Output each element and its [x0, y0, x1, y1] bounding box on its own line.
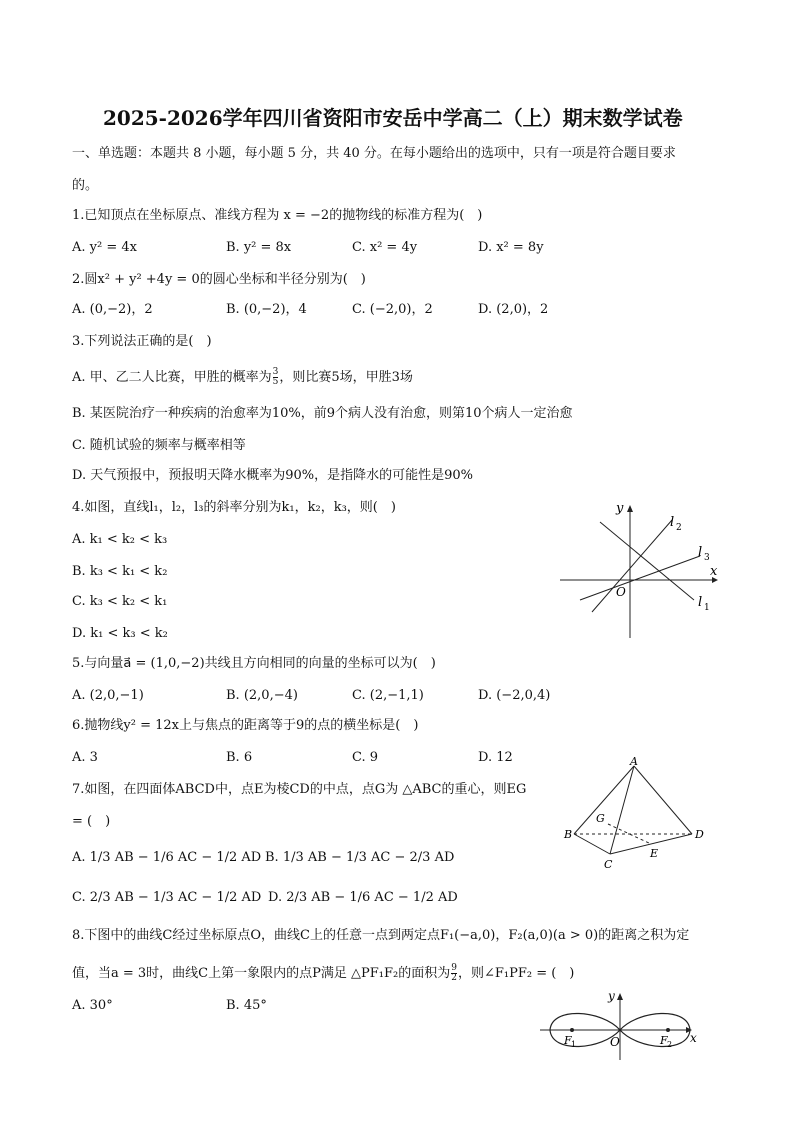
- q4-line-l3: [580, 556, 700, 600]
- q4-option-a: A. k₁ < k₂ < k₃: [72, 532, 168, 547]
- q8-focus-f2: [666, 1028, 670, 1032]
- q3-option-d: D. 天气预报中，预报明天降水概率为90%，是指降水的可能性是90%: [72, 468, 474, 483]
- q8-focus-f1: [570, 1028, 574, 1032]
- q7-label-a: A: [630, 756, 638, 768]
- q4-label-l2: l: [670, 515, 675, 530]
- q4-label-l3-sub: 3: [704, 553, 710, 563]
- q4-option-b: B. k₃ < k₁ < k₂: [72, 564, 168, 579]
- q7-label-e: E: [650, 847, 659, 860]
- q8-label-f2-sub: 2: [667, 1040, 673, 1049]
- q1-option-c: C. x² = 4y: [352, 240, 418, 255]
- q7-edge-ad: [634, 766, 692, 834]
- q5-stem: 5.与向量a⃗ = (1,0,−2)共线且方向相同的向量的坐标可以为( ): [72, 656, 436, 671]
- q5-option-d: D. (−2,0,4): [478, 688, 551, 703]
- q4-label-y: y: [616, 501, 624, 516]
- q6-option-b: B. 6: [226, 750, 253, 765]
- q8-stem-line2: [72, 964, 574, 983]
- q4-label-x: x: [710, 564, 718, 579]
- q3-option-a-tail: ，则比赛5场，甲胜3场: [279, 370, 413, 385]
- q8-label-f1-sub: 1: [571, 1040, 577, 1049]
- q4-label-l3: l: [698, 545, 703, 560]
- q4-option-d: D. k₁ < k₃ < k₂: [72, 626, 168, 641]
- q1-option-a: A. y² = 4x: [72, 240, 137, 255]
- q8-stem-line2-tail: ，则∠F₁PF₂ = ( ): [457, 966, 575, 981]
- q8-label-y: y: [608, 989, 615, 1003]
- q8-y-arrow: [617, 993, 623, 1000]
- q4-stem: 4.如图，直线l₁，l₂，l₃的斜率分别为k₁，k₂，k₃，则( ): [72, 500, 396, 515]
- q1-option-b: B. y² = 8x: [226, 240, 292, 255]
- q4-label-l1-sub: 1: [704, 603, 710, 613]
- q8-option-b: B. 45°: [226, 998, 267, 1013]
- q8-option-a: A. 30°: [72, 998, 113, 1013]
- q3-fraction-den: 5: [272, 377, 279, 387]
- q4-y-arrow: [627, 505, 633, 512]
- q7-label-b: B: [564, 828, 573, 841]
- q4-line-l2: [592, 520, 672, 612]
- q3-option-a-text: A. 甲、乙二人比赛，甲胜的概率为: [72, 370, 272, 385]
- q7-option-d: D. 2/3 AB − 1/6 AC − 1/2 AD: [268, 890, 458, 905]
- q4-label-origin: O: [616, 585, 626, 599]
- q7-option-c: C. 2/3 AB − 1/3 AC − 1/2 AD: [72, 890, 262, 905]
- q2-option-d: D. (2,0)，2: [478, 302, 549, 317]
- q8-label-origin: O: [610, 1035, 620, 1049]
- q6-option-a: A. 3: [72, 750, 98, 765]
- q8-fraction: [451, 964, 457, 983]
- q7-option-a: A. 1/3 AB − 1/6 AC − 1/2 AD: [72, 850, 262, 865]
- q7-option-b: B. 1/3 AB − 1/3 AC − 2/3 AD: [265, 850, 455, 865]
- q8-stem-line2-text: 值，当a = 3时，曲线C上第一象限内的点P满足 △PF₁F₂的面积为: [72, 966, 451, 981]
- q7-label-c: C: [604, 858, 613, 871]
- q6-stem: 6.抛物线y² = 12x上与焦点的距离等于9的点的横坐标是( ): [72, 718, 419, 733]
- q2-option-b: B. (0,−2)，4: [226, 302, 307, 317]
- q3-fraction: [273, 368, 279, 387]
- q5-option-c: C. (2,−1,1): [352, 688, 424, 703]
- q8-fraction-den: 2: [451, 973, 457, 983]
- q2-option-c: C. (−2,0)，2: [352, 302, 433, 317]
- q1-stem: 1.已知顶点在坐标原点、准线方程为 x = −2的抛物线的标准方程为( ): [72, 208, 483, 223]
- q7-stem-equals: = ( ): [72, 814, 111, 829]
- q4-line-l1: [600, 522, 694, 600]
- q2-option-a: A. (0,−2)，2: [72, 302, 153, 317]
- q7-edge-bc: [574, 834, 610, 854]
- q3-option-b: B. 某医院治疗一种疾病的治愈率为10%，前9个病人没有治愈，则第10个病人一定治愈: [72, 406, 573, 421]
- q4-label-l2-sub: 2: [676, 523, 682, 533]
- q3-option-c: C. 随机试验的频率与概率相等: [72, 438, 246, 453]
- q8-label-f1: F: [564, 1034, 572, 1047]
- q8-fraction-num: 9: [451, 963, 457, 973]
- q6-option-c: C. 9: [352, 750, 379, 765]
- section-instructions-line1: 一、单选题：本题共 8 小题，每小题 5 分，共 40 分。在每小题给出的选项中，只有一项是符合题目要求: [72, 146, 676, 161]
- q2-stem: 2.圆x² + y² +4y = 0的圆心坐标和半径分别为( ): [72, 272, 366, 287]
- q1-option-d: D. x² = 8y: [478, 240, 544, 255]
- q3-option-a: [72, 368, 413, 387]
- q5-option-b: B. (2,0,−4): [226, 688, 298, 703]
- q3-fraction-num: 3: [272, 367, 279, 377]
- q7-label-d: D: [695, 828, 704, 841]
- q8-label-f2: F: [660, 1034, 668, 1047]
- q4-figure-lines: [552, 496, 728, 644]
- q3-stem: 3.下列说法正确的是( ): [72, 334, 212, 349]
- q4-option-c: C. k₃ < k₂ < k₁: [72, 594, 168, 609]
- section-instructions-line2: 的。: [72, 178, 99, 193]
- q7-figure-tetrahedron: [558, 756, 718, 874]
- q8-figure-lemniscate: [536, 988, 712, 1064]
- q7-label-g: G: [596, 812, 605, 825]
- page-title: 2025-2026学年四川省资阳市安岳中学高二（上）期末数学试卷: [103, 106, 683, 130]
- q8-stem-line1: 8.下图中的曲线C经过坐标原点O，曲线C上的任意一点到两定点F₁(−a,0)，F₂(a,0)(a > 0)的距离之积为定: [72, 928, 690, 943]
- q8-label-x: x: [690, 1031, 697, 1045]
- q6-option-d: D. 12: [478, 750, 513, 765]
- q5-option-a: A. (2,0,−1): [72, 688, 144, 703]
- q4-label-l1: l: [698, 595, 703, 610]
- q7-stem: 7.如图，在四面体ABCD中，点E为棱CD的中点，点G为 △ABC的重心，则EG: [72, 782, 527, 797]
